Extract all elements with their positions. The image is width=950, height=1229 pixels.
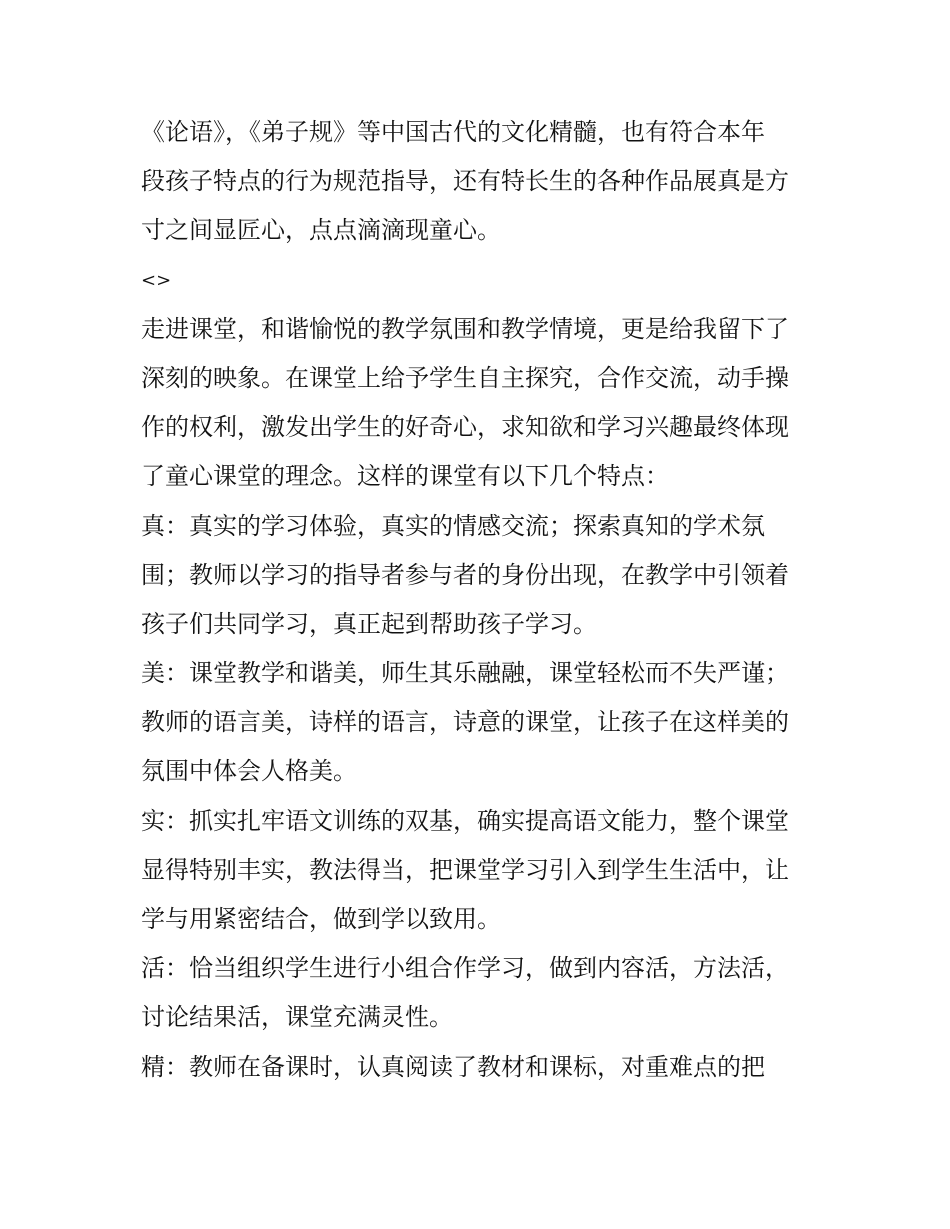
paragraph-line: 孩子们共同学习，真正起到帮助孩子学习。: [141, 609, 597, 638]
paragraph-line: 显得特别丰实，教法得当，把课堂学习引入到学生生活中，让: [141, 855, 789, 884]
paragraph-line: 教师的语言美，诗样的语言，诗意的课堂，让孩子在这样美的: [141, 708, 789, 737]
document-body: [141, 108, 821, 1092]
paragraph-line: 寸之间显匠心，点点滴滴现童心。: [141, 216, 501, 245]
paragraph-line: 实：抓实扎牢语文训练的双基，确实提高语文能力，整个课堂: [141, 806, 789, 835]
paragraph-line: <>: [141, 269, 172, 291]
paragraph-line: 精：教师在备课时，认真阅读了教材和课标，对重难点的把: [141, 1052, 765, 1081]
paragraph-line: 了童心课堂的理念。这样的课堂有以下几个特点：: [141, 462, 669, 491]
paragraph-line: 氛围中体会人格美。: [141, 757, 357, 786]
paragraph-line: 活：恰当组织学生进行小组合作学习，做到内容活，方法活，: [141, 954, 789, 983]
paragraph-line: 美：课堂教学和谐美，师生其乐融融，课堂轻松而不失严谨；: [141, 659, 789, 688]
paragraph-line: 学与用紧密结合，做到学以致用。: [141, 905, 501, 933]
paragraph-line: 围；教师以学习的指导者参与者的身份出现，在教学中引领着: [141, 560, 789, 589]
paragraph-line: 段孩子特点的行为规范指导，还有特长生的各种作品展真是方: [141, 167, 789, 196]
paragraph-line: 真：真实的学习体验，真实的情感交流；探索真知的学术氛: [141, 511, 765, 540]
paragraph-line: 深刻的映象。在课堂上给予学生自主探究，合作交流，动手操: [141, 363, 789, 392]
paragraph-line: 作的权利，激发出学生的好奇心，求知欲和学习兴趣最终体现: [141, 413, 789, 442]
paragraph-line: 讨论结果活，课堂充满灵性。: [141, 1003, 453, 1032]
paragraph-line: 走进课堂，和谐愉悦的教学氛围和教学情境，更是给我留下了: [141, 314, 789, 343]
paragraph-line: 《论语》，《弟子规》等中国古代的文化精髓，也有符合本年: [141, 118, 765, 146]
